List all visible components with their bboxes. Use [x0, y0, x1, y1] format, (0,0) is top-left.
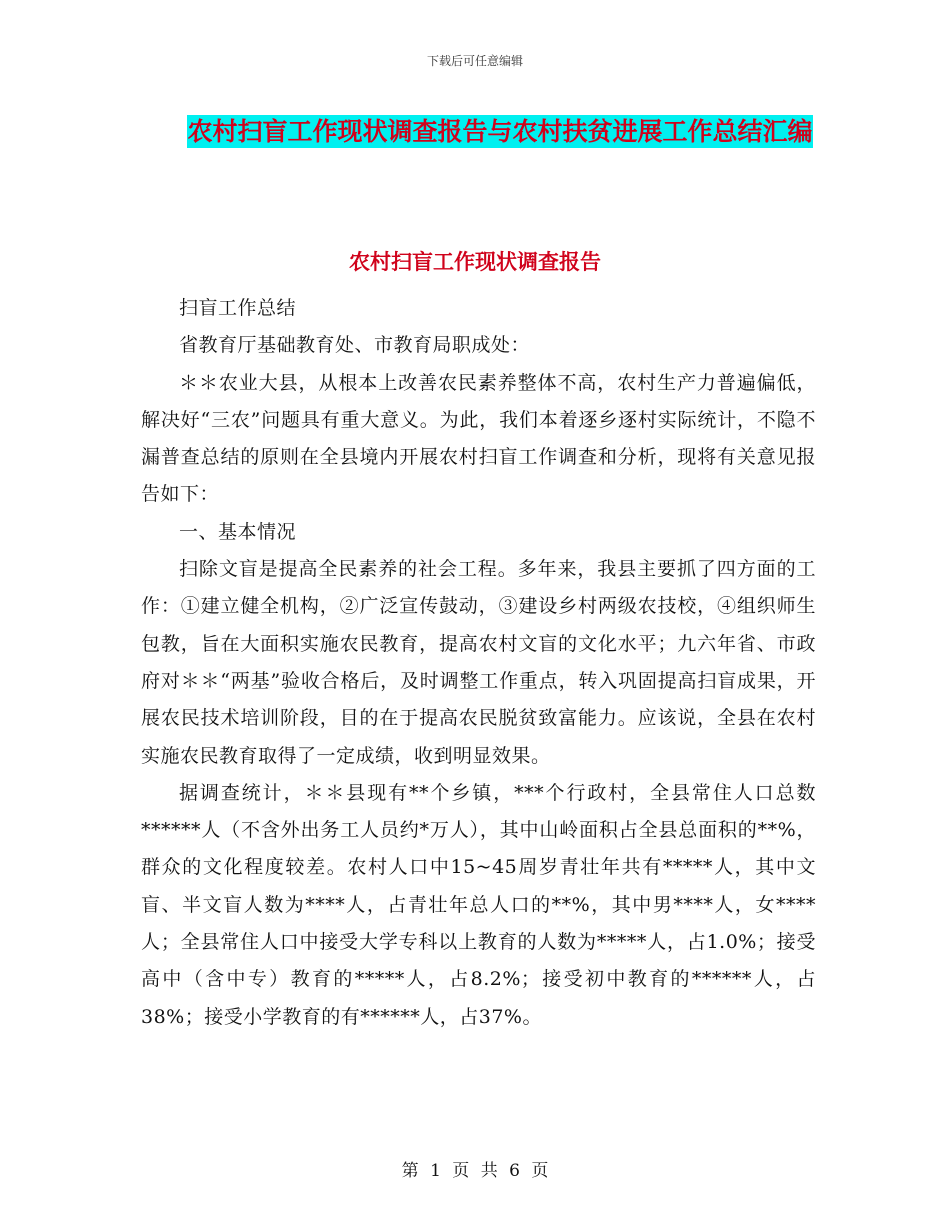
header-note: 下载后可任意编辑 — [426, 54, 523, 68]
document-body — [141, 290, 816, 1036]
paragraph: ＊＊农业大县，从根本上改善农民素养整体不高，农村生产力普遍偏低，解决好“三农”问题具有重大意义。为此，我们本着逐乡逐村实际统计，不隐不漏普查总结的原则在全县境内开展农村扫盲工作调查和分析，现将有关意见报告如下： — [141, 371, 816, 506]
paragraph: 据调查统计，＊＊县现有**个乡镇，***个行政村，全县常住人口总数******人（不含外出务工人员约*万人），其中山岭面积占全县总面积的**%，群众的文化程度较差。农村人口中15~45周岁青壮年共有*****人，其中文盲、半文盲人数为****人，占青壮年总人口的**%，其中男****人，女****人；全县常住人口中接受大学专科以上教育的人数为*****人，占1.0%；接受高中（含中专）教育的*****人，占8.2%；接受初中教育的******人，占38%；接受小学教育的有******人，占37%。 — [141, 781, 816, 1028]
document-title-text: 农村扫盲工作现状调查报告与农村扶贫进展工作总结汇编 — [187, 117, 813, 146]
paragraph: 省教育厅基础教育处、市教育局职成处： — [179, 334, 531, 357]
page-number: 第 1 页 共 6 页 — [401, 1161, 549, 1181]
document-title — [170, 108, 830, 156]
paragraph: 一、基本情况 — [179, 520, 297, 543]
section-title: 农村扫盲工作现状调查报告 — [349, 250, 601, 274]
paragraph: 扫除文盲是提高全民素养的社会工程。多年来，我县主要抓了四方面的工作：①建立健全机构，②广泛宣传鼓动，③建设乡村两级农技校，④组织师生包教，旨在大面积实施农民教育，提高农村文盲的文化水平；九六年省、市政府对＊＊“两基”验收合格后，及时调整工作重点，转入巩固提高扫盲成果，开展农民技术培训阶段，目的在于提高农民脱贫致富能力。应该说，全县在农村实施农民教育取得了一定成绩，收到明显效果。 — [141, 558, 816, 767]
paragraph: 扫盲工作总结 — [179, 297, 297, 319]
